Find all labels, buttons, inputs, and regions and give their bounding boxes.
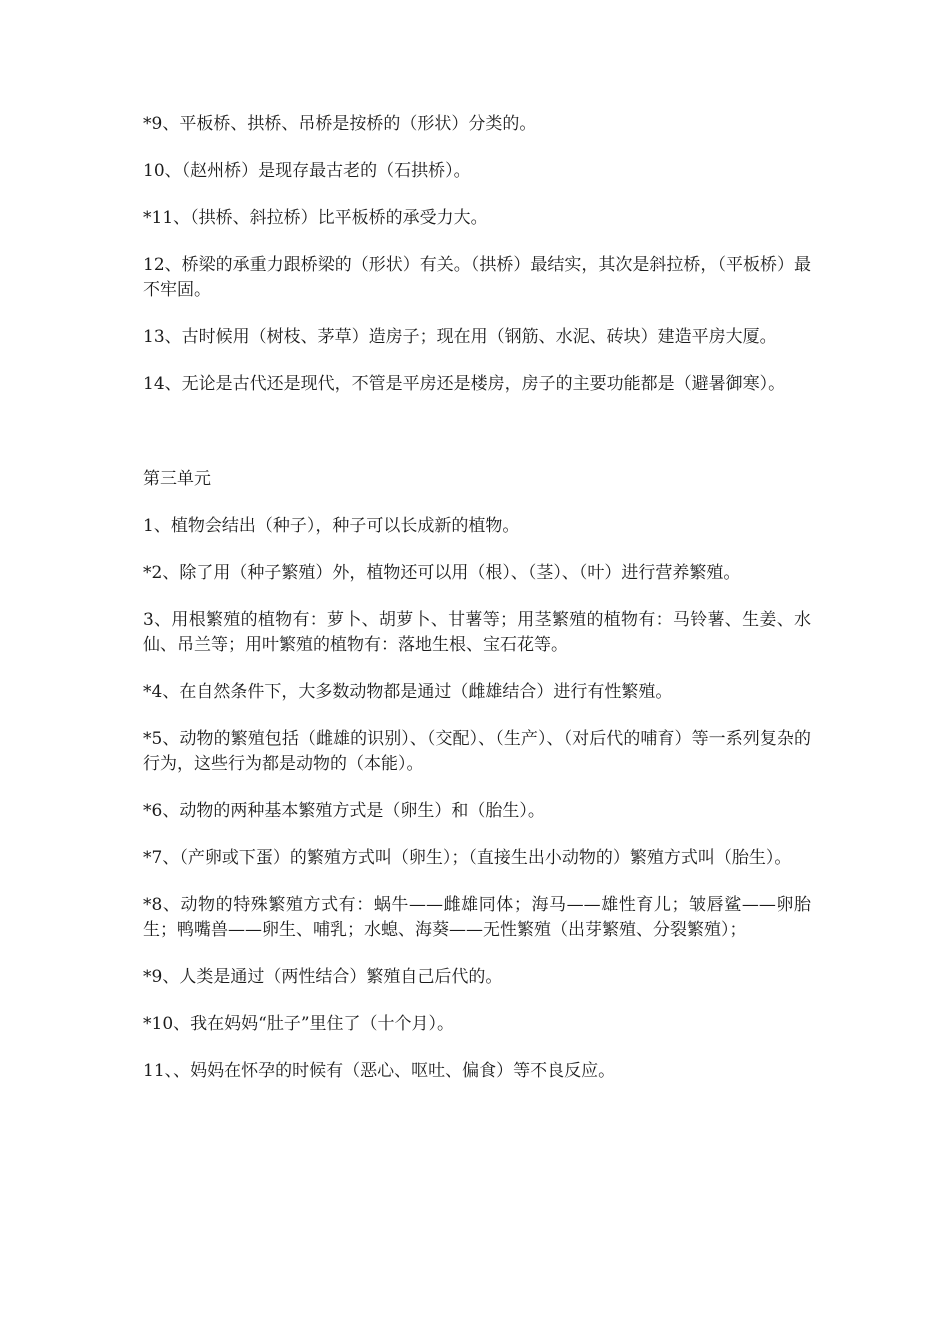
section-spacer [143,419,811,467]
document-page [143,112,811,1106]
paragraph-item: 12、桥梁的承重力跟桥梁的（形状）有关。（拱桥）最结实，其次是斜拉桥，（平板桥）最不牢固。 [143,255,811,300]
paragraph-item: *7、（产卵或下蛋）的繁殖方式叫（卵生）；（直接生出小动物的）繁殖方式叫（胎生）。 [143,848,792,868]
paragraph-item: *4、在自然条件下，大多数动物都是通过（雌雄结合）进行有性繁殖。 [143,682,673,702]
paragraph-item: *2、除了用（种子繁殖）外，植物还可以用（根）、（茎）、（叶）进行营养繁殖。 [143,563,741,583]
section-heading: 第三单元 [143,469,211,489]
paragraph-item: *8、动物的特殊繁殖方式有：蜗牛——雌雄同体；海马——雄性育儿；皱唇鲨——卵胎生；鸭嘴兽——卵生、哺乳；水螅、海葵——无性繁殖（出芽繁殖、分裂繁殖）； [143,895,811,940]
paragraph-item: 10、（赵州桥）是现存最古老的（石拱桥）。 [143,161,471,181]
paragraph-item: *11、（拱桥、斜拉桥）比平板桥的承受力大。 [143,208,488,228]
paragraph-item: *6、动物的两种基本繁殖方式是（卵生）和（胎生）。 [143,801,545,821]
paragraph-item: 11、、妈妈在怀孕的时候有（恶心、呕吐、偏食）等不良反应。 [143,1061,616,1081]
paragraph-item: 14、无论是古代还是现代，不管是平房还是楼房，房子的主要功能都是（避暑御寒）。 [143,374,786,394]
paragraph-item: 13、古时候用（树枝、茅草）造房子；现在用（钢筋、水泥、砖块）建造平房大厦。 [143,327,777,347]
paragraph-item: *5、动物的繁殖包括（雌雄的识别）、（交配）、（生产）、（对后代的哺育）等一系列复杂的行为，这些行为都是动物的（本能）。 [143,729,811,774]
paragraph-item: *9、平板桥、拱桥、吊桥是按桥的（形状）分类的。 [143,114,537,134]
paragraph-item: *10、我在妈妈“肚子”里住了（十个月）。 [143,1014,455,1034]
paragraph-item: 1、植物会结出（种子），种子可以长成新的植物。 [143,516,520,536]
paragraph-item: *9、人类是通过（两性结合）繁殖自己后代的。 [143,967,503,987]
paragraph-item: 3、用根繁殖的植物有：萝卜、胡萝卜、甘薯等；用茎繁殖的植物有：马铃薯、生姜、水仙、吊兰等；用叶繁殖的植物有：落地生根、宝石花等。 [143,610,811,655]
